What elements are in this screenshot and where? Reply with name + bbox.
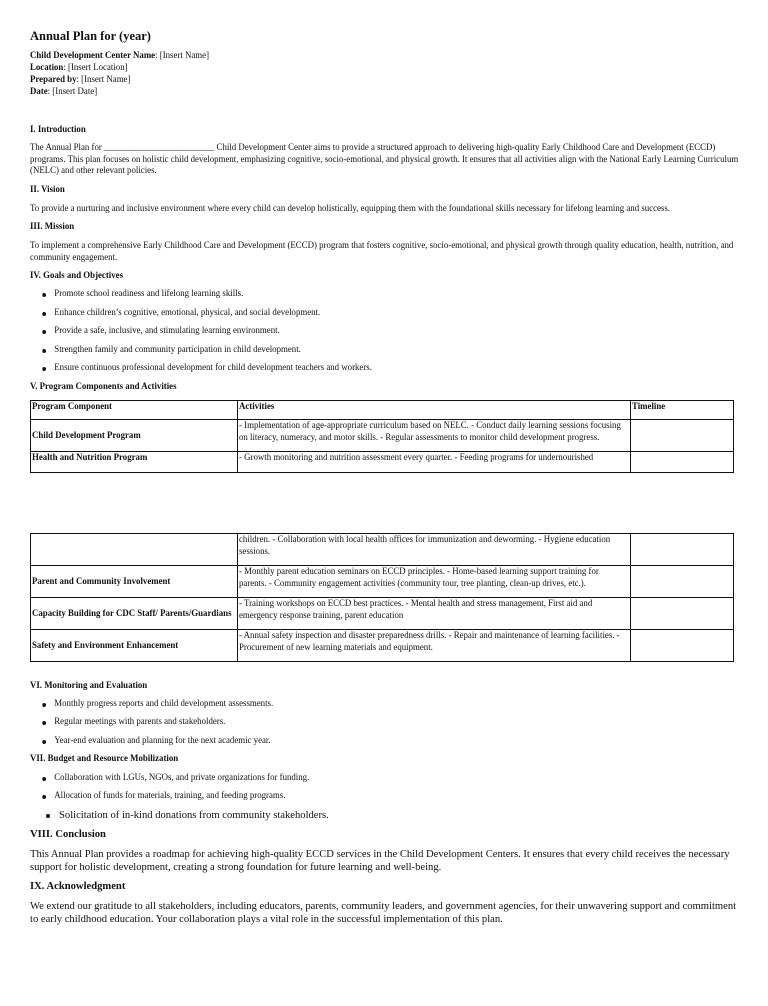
table-cell <box>238 630 631 662</box>
list-item-text: Promote school readiness and lifelong learning skills. <box>54 288 244 299</box>
program-table-part-1 <box>30 400 734 473</box>
meta-location <box>30 62 128 74</box>
conclusion-text: This Annual Plan provides a roadmap for achieving high-quality ECCD services in the Child Development Centers. It ensures that every child receives the necessary support for holistic development, creating a strong foundation for future learning and well-being. <box>30 849 730 873</box>
table-cell <box>31 534 238 566</box>
component-name: Health and Nutrition Program <box>32 452 148 463</box>
meta-value: : [Insert Name] <box>155 50 210 61</box>
list-item-text: Regular meetings with parents and stakeholders. <box>54 716 226 727</box>
table-cell <box>31 630 238 662</box>
acknowledgment-text: We extend our gratitude to all stakeholders, including educators, parents, community leaders, and government agencies, for their unwavering support and commitment to early childhood education. Your collaboration plays a vital role in the successful implementation of this plan. <box>30 901 737 925</box>
table-header-row <box>31 401 734 420</box>
meta-date <box>30 86 97 98</box>
table-cell <box>238 420 631 452</box>
bullet-icon <box>42 330 46 334</box>
document-title: Annual Plan for (year) <box>30 29 151 43</box>
activities-text: - Growth monitoring and nutrition assessment every quarter. - Feeding programs for undernourished <box>239 452 594 463</box>
section-heading-introduction: I. Introduction <box>30 124 86 135</box>
bullet-icon <box>42 795 46 799</box>
table-header-cell <box>631 401 734 420</box>
bullet-icon <box>42 293 46 297</box>
column-header-activities: Activities <box>239 401 275 412</box>
bullet-icon <box>42 367 46 371</box>
activities-text: - Monthly parent education seminars on ECCD principles. - Home-based learning support training for parents. - Community engagement activities (community tour, tree planting, clean-up drives, etc.). <box>239 566 599 589</box>
list-item-text: Year-end evaluation and planning for the next academic year. <box>54 735 271 746</box>
component-name: Parent and Community Involvement <box>32 575 171 587</box>
bullet-icon <box>46 814 50 818</box>
section-heading-program: V. Program Components and Activities <box>30 381 177 392</box>
meta-label: Child Development Center Name <box>30 50 156 61</box>
list-item-text: Provide a safe, inclusive, and stimulating learning environment. <box>54 325 280 336</box>
table-cell <box>238 452 631 473</box>
table-cell <box>631 630 734 662</box>
section-heading-mission: III. Mission <box>30 221 75 232</box>
list-item-text: Allocation of funds for materials, training, and feeding programs. <box>54 790 286 801</box>
table-row <box>31 452 734 473</box>
bullet-icon <box>42 777 46 781</box>
section-heading-monitoring: VI. Monitoring and Evaluation <box>30 680 148 691</box>
bullet-icon <box>42 349 46 353</box>
meta-center-name <box>30 50 209 62</box>
list-item-text: Collaboration with LGUs, NGOs, and private organizations for funding. <box>54 772 310 783</box>
component-name: Child Development Program <box>32 429 141 441</box>
list-item-text: Solicitation of in-kind donations from community stakeholders. <box>59 810 329 821</box>
table-cell <box>238 534 631 566</box>
list-item-text: Strengthen family and community participation in child development. <box>54 344 301 355</box>
program-table-part-2 <box>30 533 734 662</box>
meta-value: : [Insert Date] <box>47 86 98 97</box>
activities-text: - Annual safety inspection and disaster preparedness drills. - Repair and maintenance of learning facilities. - Procurement of new learning materials and equipment. <box>239 630 620 653</box>
introduction-text: The Annual Plan for _________________________ Child Development Center aims to provide a structured approach to delivering high-quality Early Childhood Care and Development (ECCD) programs. This plan focuses on holistic child development, emphasizing cognitive, socio-emotional, and physical growth. It ensures that all activities align with the National Early Learning Curriculum (NELC) and other relevant policies. <box>30 142 739 177</box>
section-heading-acknowledgment: IX. Acknowledgment <box>30 881 126 892</box>
component-name: Safety and Environment Enhancement <box>32 639 179 651</box>
section-heading-conclusion: VIII. Conclusion <box>30 829 106 840</box>
table-row <box>31 598 734 630</box>
bullet-icon <box>42 721 46 725</box>
table-cell <box>31 452 238 473</box>
meta-label: Location <box>30 62 64 73</box>
activities-text: - Implementation of age-appropriate curriculum based on NELC. - Conduct daily learning sessions focusing on literacy, numeracy, and motor skills. - Regular assessments to monitor child development progress. <box>239 420 621 443</box>
table-row <box>31 420 734 452</box>
list-item-text: Ensure continuous professional development for child development teachers and workers. <box>54 362 372 373</box>
table-header-cell <box>31 401 238 420</box>
meta-value: : [Insert Location] <box>63 62 128 73</box>
table-cell <box>631 452 734 473</box>
table-cell <box>631 566 734 598</box>
mission-text: To implement a comprehensive Early Childhood Care and Development (ECCD) program that fosters cognitive, socio-emotional, and physical growth through quality education, health, nutrition, and community engagement. <box>30 240 734 263</box>
column-header-component: Program Component <box>32 401 113 412</box>
column-header-timeline: Timeline <box>632 401 666 412</box>
table-cell <box>631 420 734 452</box>
component-name: Capacity Building for CDC Staff/ Parents/Guardians <box>32 607 232 619</box>
section-heading-goals: IV. Goals and Objectives <box>30 270 124 281</box>
bullet-icon <box>42 703 46 707</box>
table-row <box>31 630 734 662</box>
meta-label: Prepared by <box>30 74 77 85</box>
activities-text: children. - Collaboration with local health offices for immunization and deworming. - Hygiene education sessions. <box>239 534 611 557</box>
table-row <box>31 534 734 566</box>
table-cell <box>31 598 238 630</box>
meta-label: Date <box>30 86 48 97</box>
meta-value: : [Insert Name] <box>76 74 131 85</box>
activities-text: - Training workshops on ECCD best practices. - Mental health and stress management, First aid and emergency response training, parent education <box>239 598 593 621</box>
list-item-text: Enhance children’s cognitive, emotional, physical, and social development. <box>54 307 321 318</box>
table-header-cell <box>238 401 631 420</box>
list-item-text: Monthly progress reports and child development assessments. <box>54 698 274 709</box>
table-cell <box>238 566 631 598</box>
section-heading-vision: II. Vision <box>30 184 65 195</box>
bullet-icon <box>42 740 46 744</box>
table-cell <box>31 420 238 452</box>
table-cell <box>631 598 734 630</box>
meta-prepared-by <box>30 74 130 86</box>
table-cell <box>238 598 631 630</box>
vision-text: To provide a nurturing and inclusive environment where every child can develop holistically, equipping them with the foundational skills necessary for lifelong learning and success. <box>30 203 671 214</box>
table-cell <box>31 566 238 598</box>
bullet-icon <box>42 312 46 316</box>
section-heading-budget: VII. Budget and Resource Mobilization <box>30 753 179 764</box>
table-row <box>31 566 734 598</box>
table-cell <box>631 534 734 566</box>
